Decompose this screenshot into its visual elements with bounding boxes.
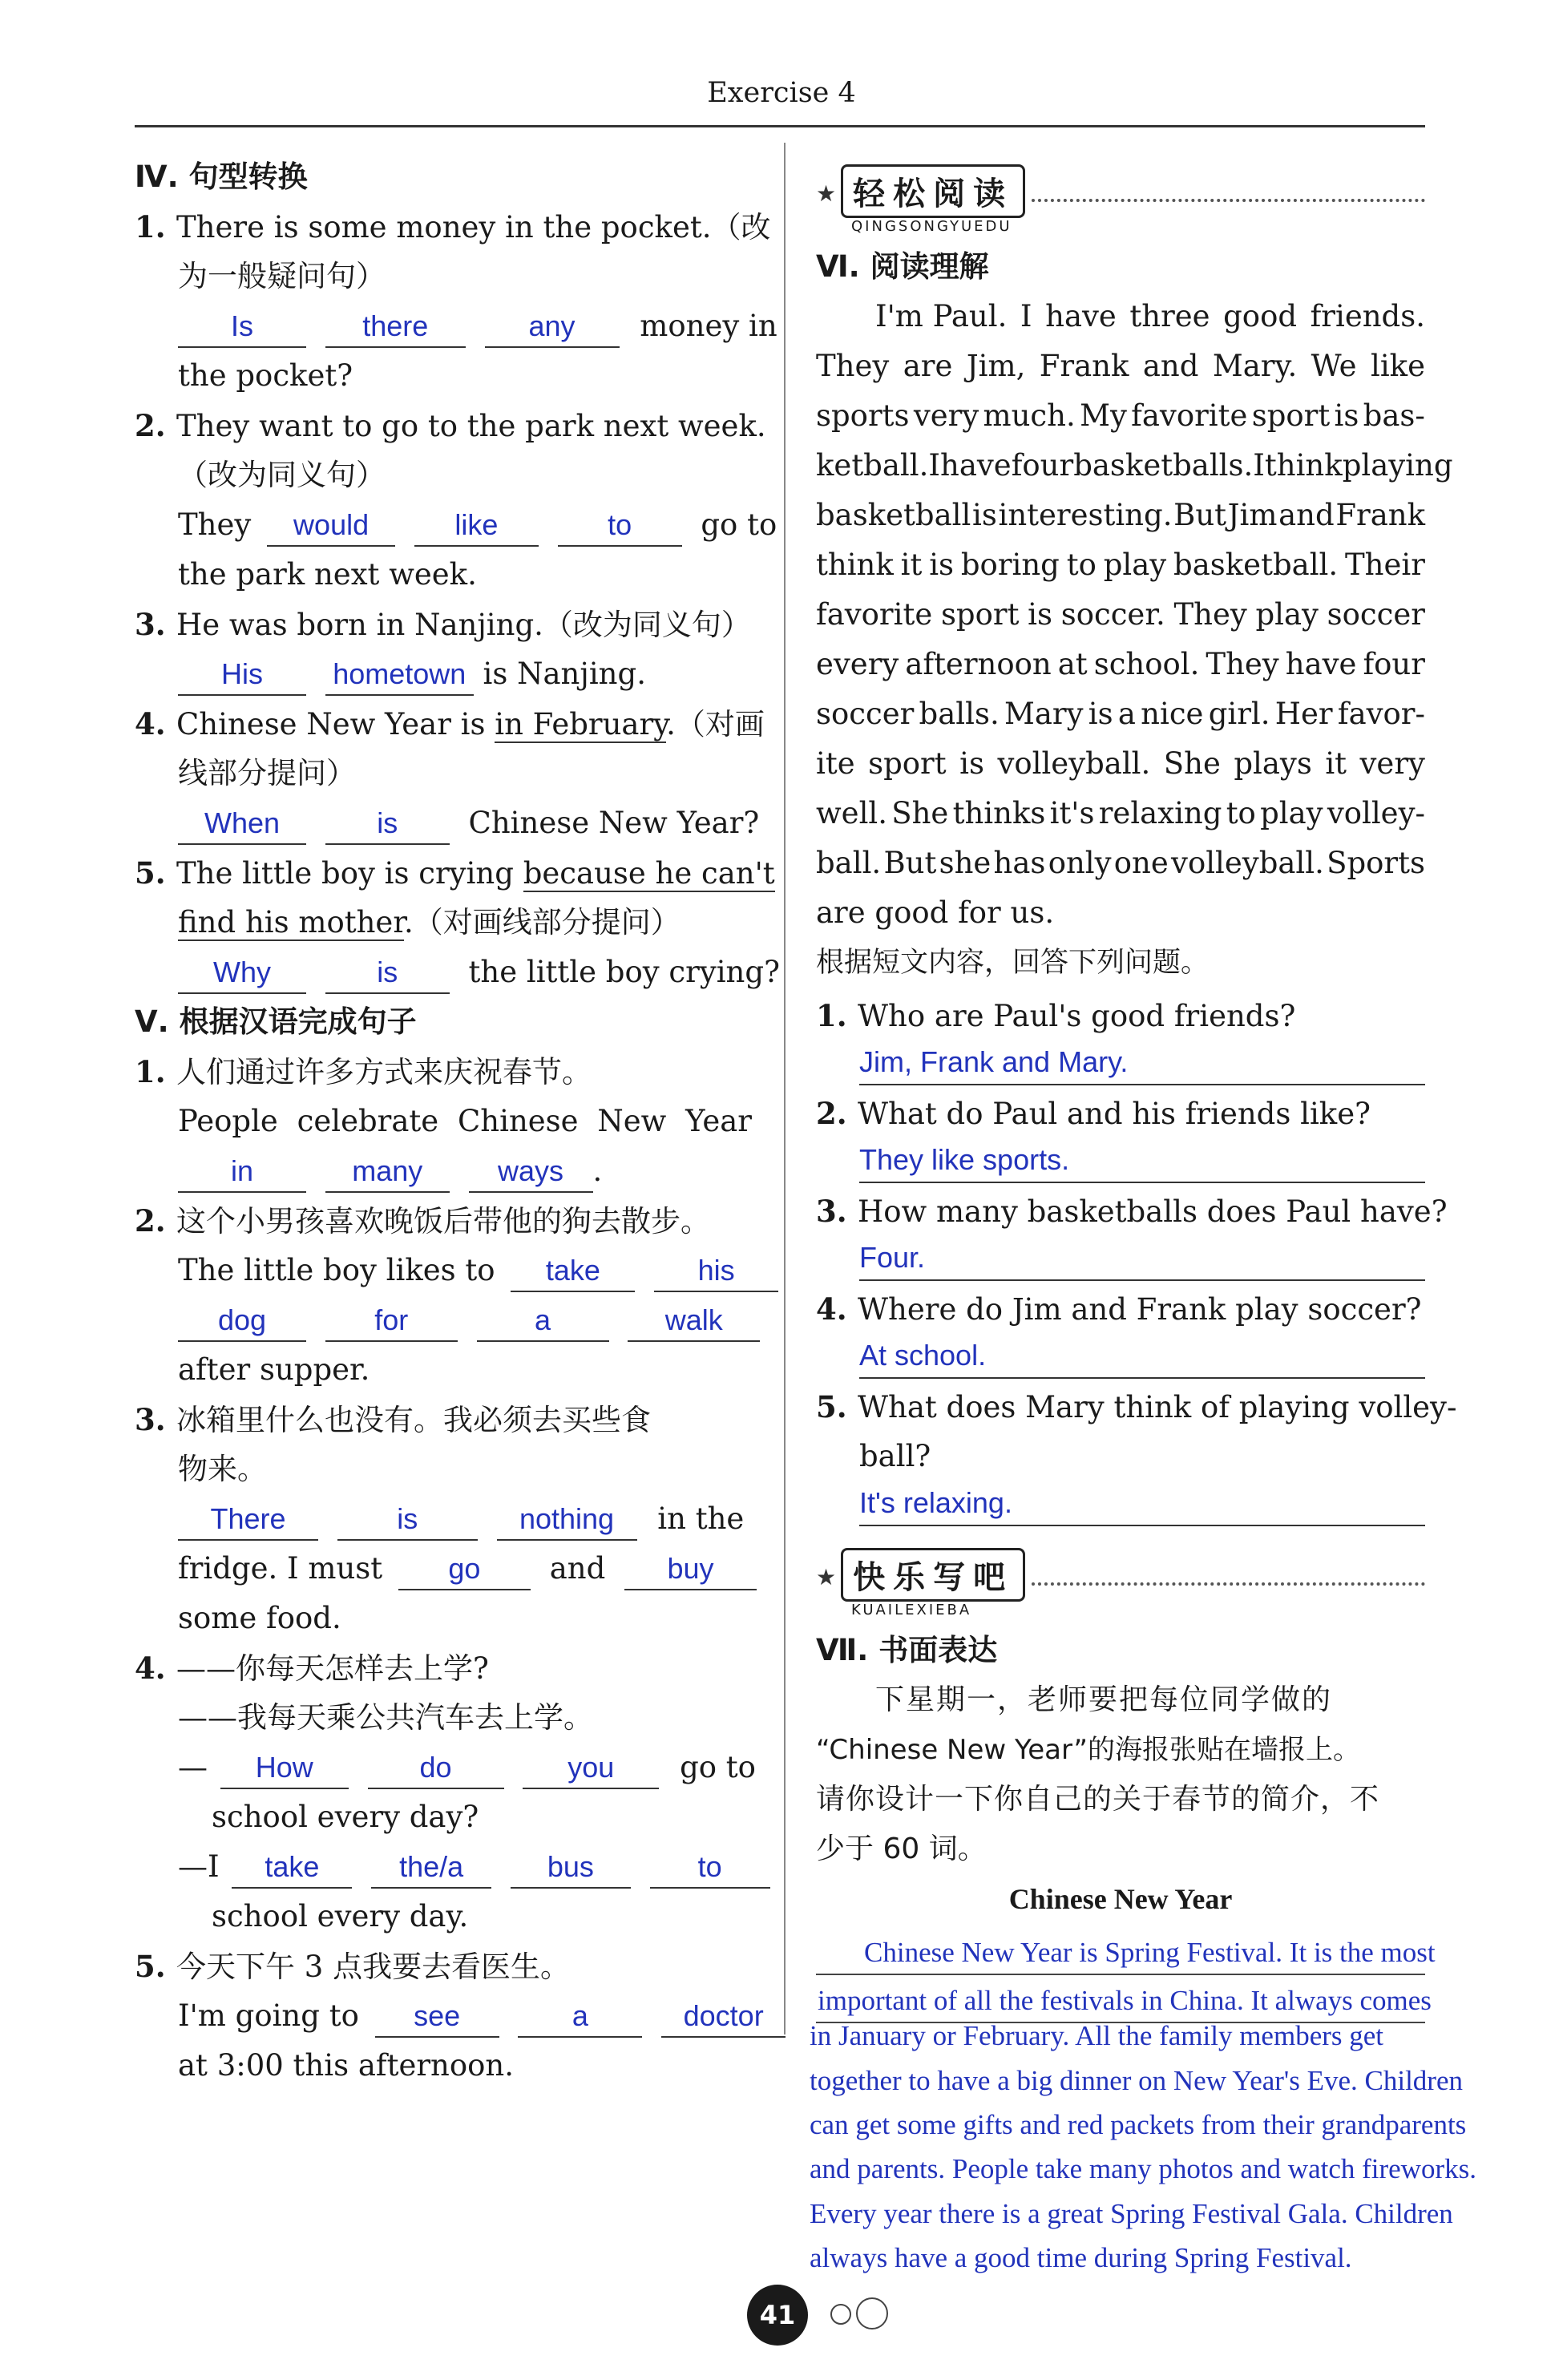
answer-line[interactable]: Four. — [859, 1236, 1425, 1281]
answer-blank[interactable]: doctor — [661, 1996, 786, 2038]
passage-line: ball. But she has only one volleyball. Sports — [816, 846, 1425, 880]
answer-blank[interactable]: is — [325, 952, 450, 994]
answer-blank[interactable]: There — [178, 1499, 318, 1541]
reading-instruction: 根据短文内容，回答下列问题。 — [816, 947, 1210, 979]
s5-q4-blanks2: —I take the/a bus to — [135, 1842, 752, 1892]
s5-q2-line2: The little boy likes to take his — [135, 1246, 752, 1295]
answer-blank[interactable]: bus — [511, 1847, 631, 1889]
writing-banner: ★ 快乐写吧 — [816, 1538, 1425, 1602]
small-circle-icon — [830, 2304, 851, 2325]
reading-banner: ★ 轻松阅读 — [816, 154, 1425, 218]
essay-line: Chinese New Year is Spring Festival. It is the most — [864, 1937, 1436, 1968]
answer-blank[interactable]: take — [232, 1847, 352, 1889]
ruled-line — [816, 1974, 1425, 1975]
essay-line: in January or February. All the family members get — [810, 2020, 1384, 2051]
passage-line: sports very much. My favorite sport is bas- — [816, 398, 1425, 433]
star-icon: ★ — [816, 1564, 837, 1590]
s4-q5-blanks: Why is the little boy crying? — [135, 948, 752, 997]
answer-blank[interactable]: is — [337, 1499, 478, 1541]
s5-q1-en: People celebrate Chinese New Year — [178, 1104, 752, 1138]
s5-q4-cn1: 4. ——你每天怎样去上学? — [135, 1651, 489, 1686]
s4-q1-line2: 为一般疑问句） — [178, 259, 386, 293]
question-text: 2. What do Paul and his friends like? — [816, 1096, 1371, 1131]
left-column — [135, 152, 780, 2091]
s4-q5-line1: 5. The little boy is crying because he can't — [135, 855, 775, 891]
answer-blank[interactable]: Why — [178, 952, 306, 994]
s4-q1-blanks: Is there any money in — [135, 301, 752, 351]
s4-q4-line1: 4. Chinese New Year is in February.（对画 — [135, 706, 765, 741]
s4-q2-line4: the park next week. — [178, 557, 477, 592]
s5-q5-cn: 5. 今天下午 3 点我要去看医生。 — [135, 1949, 571, 1984]
answer-blank[interactable]: for — [325, 1300, 458, 1342]
answer-blank[interactable]: like — [414, 505, 539, 547]
s5-q3-blanks2: fridge. I must go and buy — [135, 1544, 752, 1594]
s4-q1-line4: the pocket? — [178, 358, 353, 393]
question-text: 4. Where do Jim and Frank play soccer? — [816, 1291, 1422, 1327]
underlined-phrase: because he can't — [523, 856, 775, 891]
passage-line: every afternoon at school. They have four — [816, 647, 1425, 681]
reading-questions — [816, 991, 1448, 1379]
s5-q4-blanks1: — How do you go to — [135, 1743, 752, 1792]
reading-question — [816, 1186, 1448, 1281]
answer-line[interactable]: They like sports. — [859, 1138, 1425, 1183]
answer-blank[interactable]: see — [375, 1996, 499, 2038]
s5-q3-line5: some food. — [178, 1601, 341, 1635]
dotted-rule — [1032, 199, 1425, 202]
passage-line: well. She thinks it's relaxing to play volley- — [816, 796, 1425, 830]
answer-blank[interactable]: walk — [628, 1300, 760, 1342]
s5-q4-cn2: ——我每天乘公共汽车去上学。 — [178, 1700, 593, 1735]
reading-question — [816, 1284, 1425, 1379]
passage-line: favorite sport is soccer. They play soccer — [816, 597, 1425, 632]
s5-q2-cn: 2. 这个小男孩喜欢晚饭后带他的狗去散步。 — [135, 1203, 710, 1238]
s5-q3-cn2: 物来。 — [178, 1452, 267, 1486]
answer-blank[interactable]: to — [650, 1847, 770, 1889]
right-column — [816, 154, 1457, 1924]
s4-q5-line2: find his mother.（对画线部分提问） — [178, 905, 681, 939]
s5-q5-line3: at 3:00 this afternoon. — [178, 2048, 514, 2083]
writing-prompt-line3: 请你设计一下你自己的关于春节的简介，不 — [816, 1783, 1380, 1816]
answer-blank[interactable]: his — [654, 1251, 778, 1292]
essay-line: Every year there is a great Spring Festival Gala. Children — [810, 2198, 1453, 2229]
answer-blank[interactable]: dog — [178, 1300, 306, 1342]
answer-blank[interactable]: is — [325, 803, 450, 845]
star-icon: ★ — [816, 180, 837, 207]
s5-q2-line4: after supper. — [178, 1352, 370, 1387]
s4-q4-blanks: When is Chinese New Year? — [135, 798, 752, 848]
s5-q1-blanks: in many ways . — [135, 1146, 752, 1196]
essay-line: together to have a big dinner on New Year's Eve. Children — [810, 2065, 1463, 2096]
s5-q4-line4: school every day? — [212, 1800, 479, 1834]
s5-q3-cn1: 3. 冰箱里什么也没有。我必须去买些食 — [135, 1402, 651, 1437]
answer-blank[interactable]: would — [267, 505, 395, 547]
writing-prompt-line4: 少于 60 词。 — [816, 1832, 987, 1865]
essay-line: important of all the festivals in China. It always comes — [818, 1985, 1432, 2016]
answer-line[interactable]: At school. — [859, 1334, 1425, 1379]
s5-q5-blanks: I'm going to see a doctor — [135, 1991, 752, 2041]
header-rule — [135, 125, 1425, 127]
answer-blank[interactable]: buy — [624, 1549, 757, 1590]
answer-blank[interactable]: a — [518, 1996, 642, 2038]
answer-blank[interactable]: His — [178, 654, 306, 696]
answer-blank[interactable]: there — [325, 306, 466, 348]
passage-line: ketball. I have four basketballs. I think playing — [816, 448, 1453, 483]
underlined-phrase: in February — [495, 707, 667, 741]
writing-prompt-line1: 下星期一，老师要把每位同学做的 — [875, 1683, 1333, 1716]
passage-last-line: are good for us. — [816, 895, 1055, 930]
s5-q3-blanks1: There is nothing in the — [135, 1494, 752, 1544]
answer-blank[interactable]: go — [398, 1549, 531, 1590]
large-circle-icon — [856, 2297, 888, 2329]
essay-line: always have a good time during Spring Festival. — [810, 2242, 1352, 2273]
reading-q5-line2: ball? — [859, 1439, 931, 1473]
answer-blank[interactable]: nothing — [497, 1499, 637, 1541]
writing-pinyin: KUAILEXIEBA — [851, 1602, 972, 1618]
page-header: Exercise 4 — [707, 77, 856, 109]
answer-blank[interactable]: take — [511, 1251, 635, 1292]
s4-q2-blanks: They would like to go to — [135, 500, 752, 550]
section-vi-heading: Ⅵ. 阅读理解 — [816, 249, 989, 284]
s5-q4-line6: school every day. — [212, 1899, 469, 1933]
writing-prompt-line2: “Chinese New Year”的海报张贴在墙报上。 — [816, 1734, 1361, 1766]
reading-question — [816, 1089, 1425, 1183]
s4-q3-line1: 3. He was born in Nanjing.（改为同义句） — [135, 607, 751, 642]
answer-blank[interactable]: to — [558, 505, 682, 547]
s4-q2-line1: 2. They want to go to the park next week. — [135, 408, 766, 443]
essay-title: Chinese New Year — [1008, 1883, 1233, 1915]
answer-blank[interactable]: Is — [178, 306, 306, 348]
column-divider — [784, 143, 786, 2035]
passage-line: soccer balls. Mary is a nice girl. Her favor- — [816, 697, 1425, 731]
reading-q5-line1: 5. What does Mary think of playing volley- — [816, 1389, 1457, 1424]
reading-pinyin: QINGSONGYUEDU — [851, 218, 1012, 235]
section-iv-heading: Ⅳ. 句型转换 — [135, 160, 308, 194]
dotted-rule — [1032, 1582, 1425, 1586]
s4-q2-line2: （改为同义句） — [178, 458, 386, 492]
answer-line[interactable]: Jim, Frank and Mary. — [859, 1040, 1425, 1085]
answer-blank[interactable]: do — [368, 1748, 504, 1789]
s4-q4-line2: 线部分提问） — [178, 756, 356, 790]
answer-line[interactable]: It's relaxing. — [859, 1481, 1425, 1526]
passage-line: think it is boring to play basketball. Their — [816, 548, 1425, 582]
essay-line: and parents. People take many photos and watch fireworks. — [810, 2153, 1476, 2184]
section-v-heading: Ⅴ. 根据汉语完成句子 — [135, 1004, 417, 1039]
answer-blank[interactable]: ways — [469, 1151, 593, 1193]
reading-question — [816, 991, 1425, 1085]
answer-blank[interactable]: in — [178, 1151, 306, 1193]
answer-blank[interactable]: a — [477, 1300, 609, 1342]
answer-blank[interactable]: How — [220, 1748, 349, 1789]
answer-blank[interactable]: When — [178, 803, 306, 845]
s4-q1-line1: 1. There is some money in the pocket.（改 — [135, 209, 771, 244]
essay-line: can get some gifts and red packets from their grandparents — [810, 2109, 1467, 2140]
reading-passage — [816, 292, 1453, 888]
answer-blank[interactable]: any — [485, 306, 620, 348]
page-number: 41 — [747, 2285, 808, 2346]
answer-blank[interactable]: the/a — [371, 1847, 491, 1889]
underlined-phrase: find his mother — [178, 905, 404, 939]
question-text: 1. Who are Paul's good friends? — [816, 998, 1296, 1033]
answer-blank[interactable]: many — [325, 1151, 450, 1193]
passage-line: They are Jim, Frank and Mary. We like — [816, 349, 1425, 383]
passage-line: I'm Paul. I have three good friends. — [875, 299, 1425, 333]
section-vii-heading: Ⅶ. 书面表达 — [816, 1633, 998, 1667]
s5-q1-cn: 1. 人们通过许多方式来庆祝春节。 — [135, 1054, 592, 1089]
s4-q3-blanks: His hometown is Nanjing. — [135, 649, 752, 699]
passage-line: ite sport is volleyball. She plays it very — [816, 746, 1425, 781]
passage-line: basketball is interesting. But Jim and Frank — [816, 498, 1425, 532]
s5-q2-line3 — [135, 1295, 752, 1345]
answer-blank[interactable]: you — [523, 1748, 659, 1789]
question-text: 3. How many basketballs does Paul have? — [816, 1194, 1448, 1229]
answer-blank[interactable]: hometown — [325, 654, 474, 696]
